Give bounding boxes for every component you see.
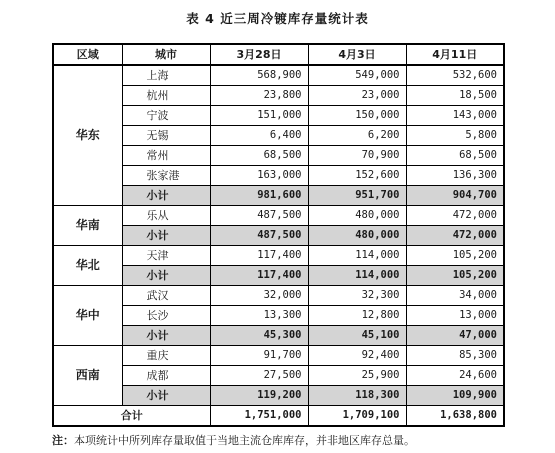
footnote-text: 本项统计中所列库存量取值于当地主流仓库库存，并非地区库存总量。 bbox=[74, 434, 415, 447]
footnote bbox=[52, 432, 415, 448]
value-cell: 6,400 bbox=[210, 126, 308, 146]
subtotal-value-cell: 118,300 bbox=[308, 386, 406, 406]
header-date-2: 4月3日 bbox=[308, 44, 406, 65]
header-date-1: 3月28日 bbox=[210, 44, 308, 65]
value-cell: 24,600 bbox=[406, 366, 504, 386]
value-cell: 13,000 bbox=[406, 306, 504, 326]
table-row bbox=[53, 346, 504, 366]
city-cell: 宁波 bbox=[122, 106, 210, 126]
value-cell: 34,000 bbox=[406, 286, 504, 306]
region-cell: 华北 bbox=[53, 246, 122, 286]
value-cell: 472,000 bbox=[406, 206, 504, 226]
city-cell: 杭州 bbox=[122, 86, 210, 106]
city-cell: 长沙 bbox=[122, 306, 210, 326]
subtotal-value-cell: 105,200 bbox=[406, 266, 504, 286]
region-cell: 西南 bbox=[53, 346, 122, 406]
value-cell: 13,300 bbox=[210, 306, 308, 326]
table-header-row bbox=[53, 44, 504, 65]
city-cell: 武汉 bbox=[122, 286, 210, 306]
value-cell: 32,300 bbox=[308, 286, 406, 306]
value-cell: 85,300 bbox=[406, 346, 504, 366]
city-cell: 重庆 bbox=[122, 346, 210, 366]
inventory-table-body bbox=[53, 44, 504, 426]
value-cell: 549,000 bbox=[308, 65, 406, 86]
table-row bbox=[53, 206, 504, 226]
region-cell: 华南 bbox=[53, 206, 122, 246]
value-cell: 152,600 bbox=[308, 166, 406, 186]
value-cell: 114,000 bbox=[308, 246, 406, 266]
value-cell: 487,500 bbox=[210, 206, 308, 226]
grand-total-row bbox=[53, 406, 504, 427]
value-cell: 12,800 bbox=[308, 306, 406, 326]
value-cell: 27,500 bbox=[210, 366, 308, 386]
value-cell: 136,300 bbox=[406, 166, 504, 186]
value-cell: 91,700 bbox=[210, 346, 308, 366]
grand-total-value-cell: 1,751,000 bbox=[210, 406, 308, 427]
subtotal-label: 小计 bbox=[122, 226, 210, 246]
footnote-label: 注： bbox=[52, 434, 74, 447]
city-cell: 张家港 bbox=[122, 166, 210, 186]
value-cell: 568,900 bbox=[210, 65, 308, 86]
city-cell: 无锡 bbox=[122, 126, 210, 146]
subtotal-value-cell: 45,300 bbox=[210, 326, 308, 346]
table-row bbox=[53, 65, 504, 86]
value-cell: 143,000 bbox=[406, 106, 504, 126]
subtotal-value-cell: 109,900 bbox=[406, 386, 504, 406]
value-cell: 150,000 bbox=[308, 106, 406, 126]
grand-total-value-cell: 1,638,800 bbox=[406, 406, 504, 427]
subtotal-value-cell: 472,000 bbox=[406, 226, 504, 246]
header-region: 区域 bbox=[53, 44, 122, 65]
subtotal-value-cell: 47,000 bbox=[406, 326, 504, 346]
city-cell: 天津 bbox=[122, 246, 210, 266]
subtotal-label: 小计 bbox=[122, 186, 210, 206]
value-cell: 151,000 bbox=[210, 106, 308, 126]
subtotal-value-cell: 904,700 bbox=[406, 186, 504, 206]
subtotal-value-cell: 45,100 bbox=[308, 326, 406, 346]
region-cell: 华东 bbox=[53, 65, 122, 206]
table-title: 表 4 近三周冷镀库存量统计表 bbox=[186, 11, 369, 26]
subtotal-value-cell: 981,600 bbox=[210, 186, 308, 206]
subtotal-value-cell: 119,200 bbox=[210, 386, 308, 406]
subtotal-value-cell: 114,000 bbox=[308, 266, 406, 286]
value-cell: 532,600 bbox=[406, 65, 504, 86]
value-cell: 117,400 bbox=[210, 246, 308, 266]
subtotal-value-cell: 951,700 bbox=[308, 186, 406, 206]
subtotal-label: 小计 bbox=[122, 266, 210, 286]
table-row bbox=[53, 286, 504, 306]
subtotal-value-cell: 487,500 bbox=[210, 226, 308, 246]
value-cell: 68,500 bbox=[210, 146, 308, 166]
city-cell: 常州 bbox=[122, 146, 210, 166]
city-cell: 成都 bbox=[122, 366, 210, 386]
value-cell: 6,200 bbox=[308, 126, 406, 146]
city-cell: 乐从 bbox=[122, 206, 210, 226]
header-date-3: 4月11日 bbox=[406, 44, 504, 65]
value-cell: 105,200 bbox=[406, 246, 504, 266]
subtotal-value-cell: 117,400 bbox=[210, 266, 308, 286]
table-row bbox=[53, 246, 504, 266]
value-cell: 480,000 bbox=[308, 206, 406, 226]
value-cell: 25,900 bbox=[308, 366, 406, 386]
value-cell: 23,800 bbox=[210, 86, 308, 106]
value-cell: 92,400 bbox=[308, 346, 406, 366]
inventory-table-wrapper bbox=[52, 43, 503, 427]
value-cell: 70,900 bbox=[308, 146, 406, 166]
value-cell: 23,000 bbox=[308, 86, 406, 106]
value-cell: 163,000 bbox=[210, 166, 308, 186]
value-cell: 68,500 bbox=[406, 146, 504, 166]
city-cell: 上海 bbox=[122, 65, 210, 86]
value-cell: 32,000 bbox=[210, 286, 308, 306]
inventory-table bbox=[52, 43, 505, 427]
grand-total-value-cell: 1,709,100 bbox=[308, 406, 406, 427]
subtotal-value-cell: 480,000 bbox=[308, 226, 406, 246]
grand-total-label: 合计 bbox=[53, 406, 210, 427]
value-cell: 5,800 bbox=[406, 126, 504, 146]
subtotal-label: 小计 bbox=[122, 386, 210, 406]
value-cell: 18,500 bbox=[406, 86, 504, 106]
region-cell: 华中 bbox=[53, 286, 122, 346]
subtotal-label: 小计 bbox=[122, 326, 210, 346]
header-city: 城市 bbox=[122, 44, 210, 65]
